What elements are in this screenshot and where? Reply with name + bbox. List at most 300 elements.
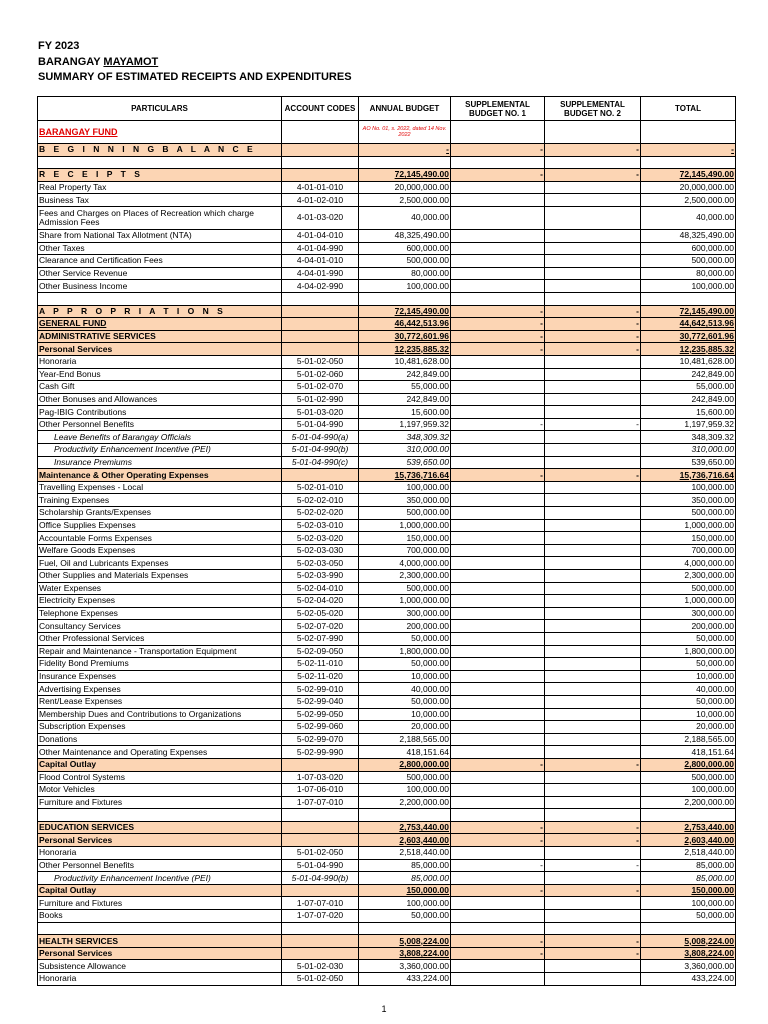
fund-label: BARANGAY FUND — [39, 126, 118, 137]
cell-account-code: 5-02-02-020 — [282, 507, 359, 520]
cell-total: 100,000.00 — [641, 280, 736, 293]
cell-total: 539,650.00 — [641, 456, 736, 469]
table-row — [38, 444, 736, 457]
cell-supplemental-1 — [451, 809, 545, 822]
cell-annual-budget: 2,603,440.00 — [359, 834, 451, 847]
table-row — [38, 267, 736, 280]
cell-total: 4,000,000.00 — [641, 557, 736, 570]
cell-annual-budget: 2,300,000.00 — [359, 570, 451, 583]
cell-supplemental-1 — [451, 721, 545, 734]
cell-account-code: 5-02-03-990 — [282, 570, 359, 583]
cell-account-code: 5-01-04-990(c) — [282, 456, 359, 469]
cell-annual-budget: 150,000.00 — [359, 884, 451, 897]
cell-annual-budget: 100,000.00 — [359, 481, 451, 494]
cell-account-code: 5-01-04-990(b) — [282, 872, 359, 885]
cell-account-code — [282, 758, 359, 771]
cell-annual-budget: 300,000.00 — [359, 607, 451, 620]
table-row — [38, 607, 736, 620]
col-annual-budget: ANNUAL BUDGET — [359, 97, 451, 121]
section-row — [38, 305, 736, 318]
cell-supplemental-2 — [545, 406, 641, 419]
cell-supplemental-2 — [545, 368, 641, 381]
cell-supplemental-2 — [545, 796, 641, 809]
cell-annual-budget — [359, 156, 451, 169]
cell-annual-budget: 500,000.00 — [359, 507, 451, 520]
cell-supplemental-2 — [545, 355, 641, 368]
cell-supplemental-1 — [451, 973, 545, 986]
cell-supplemental-1: - — [451, 758, 545, 771]
table-row — [38, 570, 736, 583]
cell-total: 50,000.00 — [641, 658, 736, 671]
cell-supplemental-1 — [451, 156, 545, 169]
cell-supplemental-2 — [545, 607, 641, 620]
section-row — [38, 758, 736, 771]
cell-account-code: 5-02-99-990 — [282, 746, 359, 759]
cell-supplemental-1 — [451, 796, 545, 809]
cell-supplemental-2 — [545, 570, 641, 583]
cell-particulars: HEALTH SERVICES — [38, 935, 282, 948]
cell-total: 500,000.00 — [641, 255, 736, 268]
cell-supplemental-2 — [545, 721, 641, 734]
cell-supplemental-2: - — [545, 305, 641, 318]
cell-supplemental-1 — [451, 582, 545, 595]
cell-particulars: Other Personnel Benefits — [38, 418, 282, 431]
table-row — [38, 595, 736, 608]
cell-annual-budget: 10,481,628.00 — [359, 355, 451, 368]
cell-annual-budget: 100,000.00 — [359, 897, 451, 910]
section-row — [38, 169, 736, 182]
cell-account-code — [282, 935, 359, 948]
cell-account-code: 1-07-03-020 — [282, 771, 359, 784]
cell-total: 10,000.00 — [641, 670, 736, 683]
cell-supplemental-2 — [545, 960, 641, 973]
cell-total: 50,000.00 — [641, 632, 736, 645]
cell-annual-budget: 50,000.00 — [359, 632, 451, 645]
cell-particulars: Subscription Expenses — [38, 721, 282, 734]
cell-account-code: 5-01-02-990 — [282, 393, 359, 406]
cell-supplemental-1 — [451, 481, 545, 494]
table-row — [38, 910, 736, 923]
cell-particulars — [38, 922, 282, 935]
cell-total: 500,000.00 — [641, 582, 736, 595]
cell-particulars: Fees and Charges on Places of Recreation which charge Admission Fees — [38, 206, 282, 229]
spacer-row — [38, 922, 736, 935]
cell-particulars: Pag-IBIG Contributions — [38, 406, 282, 419]
cell-account-code — [282, 305, 359, 318]
section-row — [38, 947, 736, 960]
cell-total: 15,600.00 — [641, 406, 736, 419]
cell-supplemental-2 — [545, 670, 641, 683]
table-row — [38, 721, 736, 734]
table-row — [38, 544, 736, 557]
cell-account-code: 4-01-02-010 — [282, 194, 359, 207]
cell-supplemental-1 — [451, 872, 545, 885]
cell-annual-budget: 40,000.00 — [359, 206, 451, 229]
cell-particulars: Honoraria — [38, 355, 282, 368]
cell-total: 12,235,885.32 — [641, 343, 736, 356]
table-row — [38, 645, 736, 658]
cell-annual-budget: 48,325,490.00 — [359, 229, 451, 242]
table-row — [38, 859, 736, 872]
cell-supplemental-2 — [545, 194, 641, 207]
cell-total: 15,736,716.64 — [641, 469, 736, 482]
cell-annual-budget: 2,800,000.00 — [359, 758, 451, 771]
cell-supplemental-2 — [545, 809, 641, 822]
cell-supplemental-2: - — [545, 318, 641, 331]
table-row — [38, 960, 736, 973]
cell-account-code: 5-01-02-050 — [282, 973, 359, 986]
cell-total: 700,000.00 — [641, 544, 736, 557]
table-row — [38, 194, 736, 207]
cell-account-code: 4-01-01-010 — [282, 181, 359, 194]
cell-particulars: R E C E I P T S — [38, 169, 282, 182]
table-row — [38, 632, 736, 645]
cell-total: 85,000.00 — [641, 872, 736, 885]
cell-total — [641, 292, 736, 305]
cell-supplemental-2: - — [545, 469, 641, 482]
cell-supplemental-1 — [451, 431, 545, 444]
table-row — [38, 393, 736, 406]
cell-particulars: Business Tax — [38, 194, 282, 207]
cell-account-code — [282, 330, 359, 343]
cell-particulars — [38, 809, 282, 822]
cell-annual-budget: 700,000.00 — [359, 544, 451, 557]
cell-supplemental-2 — [545, 645, 641, 658]
cell-total: 2,800,000.00 — [641, 758, 736, 771]
cell-account-code: 4-01-04-990 — [282, 242, 359, 255]
cell-total: 2,300,000.00 — [641, 570, 736, 583]
cell-total: 85,000.00 — [641, 859, 736, 872]
cell-supplemental-1 — [451, 229, 545, 242]
table-row — [38, 897, 736, 910]
cell-annual-budget: 2,753,440.00 — [359, 821, 451, 834]
table-row — [38, 532, 736, 545]
table-row — [38, 872, 736, 885]
cell-total: 80,000.00 — [641, 267, 736, 280]
cell-supplemental-1: - — [451, 884, 545, 897]
cell-supplemental-2 — [545, 847, 641, 860]
spacer-row — [38, 156, 736, 169]
cell-annual-budget: 10,000.00 — [359, 708, 451, 721]
cell-particulars: Water Expenses — [38, 582, 282, 595]
cell-supplemental-1 — [451, 897, 545, 910]
cell-supplemental-2 — [545, 456, 641, 469]
table-row — [38, 658, 736, 671]
cell-account-code — [282, 834, 359, 847]
cell-total: 500,000.00 — [641, 771, 736, 784]
cell-account-code: 4-04-02-990 — [282, 280, 359, 293]
cell-annual-budget: 150,000.00 — [359, 532, 451, 545]
cell-particulars: Telephone Expenses — [38, 607, 282, 620]
table-row — [38, 280, 736, 293]
cell-supplemental-1 — [451, 368, 545, 381]
cell-account-code: 5-02-99-050 — [282, 708, 359, 721]
table-row — [38, 255, 736, 268]
cell-total: 500,000.00 — [641, 507, 736, 520]
cell-total: 2,753,440.00 — [641, 821, 736, 834]
cell-supplemental-1 — [451, 267, 545, 280]
cell-supplemental-1 — [451, 494, 545, 507]
cell-supplemental-1 — [451, 519, 545, 532]
cell-annual-budget: 15,736,716.64 — [359, 469, 451, 482]
table-row — [38, 431, 736, 444]
table-row — [38, 481, 736, 494]
cell-supplemental-2: - — [545, 947, 641, 960]
cell-particulars: Accountable Forms Expenses — [38, 532, 282, 545]
table-row — [38, 582, 736, 595]
section-row — [38, 318, 736, 331]
cell-account-code: 5-02-03-050 — [282, 557, 359, 570]
cell-supplemental-1: - — [451, 343, 545, 356]
table-row — [38, 355, 736, 368]
cell-supplemental-1: - — [451, 834, 545, 847]
cell-account-code: 5-01-04-990 — [282, 859, 359, 872]
cell-annual-budget: 55,000.00 — [359, 381, 451, 394]
cell-supplemental-2: - — [545, 343, 641, 356]
cell-supplemental-2 — [545, 181, 641, 194]
page-number: 1 — [381, 1004, 387, 1014]
cell-particulars: Welfare Goods Expenses — [38, 544, 282, 557]
cell-particulars: Fuel, Oil and Lubricants Expenses — [38, 557, 282, 570]
section-row — [38, 935, 736, 948]
cell-account-code: 5-01-02-060 — [282, 368, 359, 381]
cell-supplemental-1 — [451, 206, 545, 229]
cell-supplemental-2: - — [545, 418, 641, 431]
cell-account-code: 1-07-07-010 — [282, 897, 359, 910]
cell-total: 1,000,000.00 — [641, 595, 736, 608]
cell-total: 1,197,959.32 — [641, 418, 736, 431]
cell-supplemental-2 — [545, 632, 641, 645]
cell-supplemental-1 — [451, 620, 545, 633]
cell-supplemental-2: - — [545, 935, 641, 948]
cell-particulars: Other Personnel Benefits — [38, 859, 282, 872]
barangay-prefix: BARANGAY — [38, 56, 104, 68]
table-row — [38, 519, 736, 532]
cell-supplemental-1: - — [451, 418, 545, 431]
budget-table — [37, 96, 736, 986]
fund-label-cell — [38, 121, 282, 144]
cell-supplemental-2: - — [545, 330, 641, 343]
cell-supplemental-2 — [545, 292, 641, 305]
section-row — [38, 330, 736, 343]
cell-particulars: Other Business Income — [38, 280, 282, 293]
cell-supplemental-2 — [545, 431, 641, 444]
cell-total: 150,000.00 — [641, 884, 736, 897]
cell-account-code: 5-02-05-020 — [282, 607, 359, 620]
cell-annual-budget: 539,650.00 — [359, 456, 451, 469]
cell-total: 3,360,000.00 — [641, 960, 736, 973]
cell-total: 2,603,440.00 — [641, 834, 736, 847]
cell-annual-budget: 600,000.00 — [359, 242, 451, 255]
cell-annual-budget: 12,235,885.32 — [359, 343, 451, 356]
cell-account-code: 5-02-03-030 — [282, 544, 359, 557]
cell-particulars: Other Supplies and Materials Expenses — [38, 570, 282, 583]
cell-particulars: GENERAL FUND — [38, 318, 282, 331]
cell-annual-budget: 10,000.00 — [359, 670, 451, 683]
cell-supplemental-2 — [545, 519, 641, 532]
cell-account-code: 5-01-02-050 — [282, 847, 359, 860]
cell-particulars: Share from National Tax Allotment (NTA) — [38, 229, 282, 242]
cell-supplemental-2: - — [545, 144, 641, 157]
cell-account-code: 4-04-01-010 — [282, 255, 359, 268]
cell-account-code: 5-02-01-010 — [282, 481, 359, 494]
cell-annual-budget: 1,000,000.00 — [359, 595, 451, 608]
cell-account-code — [282, 292, 359, 305]
cell-particulars: Other Service Revenue — [38, 267, 282, 280]
cell-annual-budget: 2,188,565.00 — [359, 733, 451, 746]
cell-account-code — [282, 809, 359, 822]
cell-total: 44,642,513.96 — [641, 318, 736, 331]
cell-annual-budget: - — [359, 144, 451, 157]
cell-total: 50,000.00 — [641, 695, 736, 708]
cell-supplemental-2 — [545, 242, 641, 255]
section-row — [38, 343, 736, 356]
cell-particulars: Other Professional Services — [38, 632, 282, 645]
cell-supplemental-2: - — [545, 169, 641, 182]
cell-account-code: 5-02-09-050 — [282, 645, 359, 658]
cell-supplemental-1 — [451, 507, 545, 520]
cell-particulars: Furniture and Fixtures — [38, 796, 282, 809]
cell-total: 40,000.00 — [641, 206, 736, 229]
cell-supplemental-1 — [451, 393, 545, 406]
cell-supplemental-2 — [545, 255, 641, 268]
cell-particulars: Real Property Tax — [38, 181, 282, 194]
cell-annual-budget: 433,224.00 — [359, 973, 451, 986]
cell-particulars: ADMINISTRATIVE SERVICES — [38, 330, 282, 343]
cell-total: 72,145,490.00 — [641, 169, 736, 182]
cell-supplemental-1: - — [451, 935, 545, 948]
cell-annual-budget: 1,000,000.00 — [359, 519, 451, 532]
cell-total: 48,325,490.00 — [641, 229, 736, 242]
spacer-row — [38, 292, 736, 305]
cell-supplemental-1: - — [451, 330, 545, 343]
table-row — [38, 746, 736, 759]
table-row — [38, 733, 736, 746]
cell-total: 2,188,565.00 — [641, 733, 736, 746]
cell-particulars — [38, 292, 282, 305]
section-row — [38, 144, 736, 157]
cell-total: 50,000.00 — [641, 910, 736, 923]
cell-account-code: 5-02-99-010 — [282, 683, 359, 696]
cell-account-code: 5-02-04-010 — [282, 582, 359, 595]
cell-total: 310,000.00 — [641, 444, 736, 457]
cell-account-code: 5-02-11-020 — [282, 670, 359, 683]
cell-supplemental-1 — [451, 381, 545, 394]
cell-total: 242,849.00 — [641, 393, 736, 406]
cell-annual-budget: 348,309.32 — [359, 431, 451, 444]
cell-particulars: Fidelity Bond Premiums — [38, 658, 282, 671]
cell-account-code: 5-01-03-020 — [282, 406, 359, 419]
cell-annual-budget — [359, 292, 451, 305]
cell-total: 300,000.00 — [641, 607, 736, 620]
cell-supplemental-2 — [545, 280, 641, 293]
cell-annual-budget: 4,000,000.00 — [359, 557, 451, 570]
table-row — [38, 507, 736, 520]
cell-particulars: Capital Outlay — [38, 884, 282, 897]
table-row — [38, 368, 736, 381]
table-row — [38, 181, 736, 194]
cell-particulars: Other Taxes — [38, 242, 282, 255]
cell-supplemental-1: - — [451, 469, 545, 482]
col-account-codes: ACCOUNT CODES — [282, 97, 359, 121]
table-row — [38, 771, 736, 784]
cell-supplemental-2 — [545, 708, 641, 721]
cell-account-code: 5-02-04-020 — [282, 595, 359, 608]
cell-supplemental-1 — [451, 532, 545, 545]
cell-total — [641, 156, 736, 169]
cell-particulars: Capital Outlay — [38, 758, 282, 771]
table-row — [38, 456, 736, 469]
cell-particulars: Cash Gift — [38, 381, 282, 394]
cell-annual-budget: 15,600.00 — [359, 406, 451, 419]
cell-supplemental-2: - — [545, 884, 641, 897]
cell-total: 350,000.00 — [641, 494, 736, 507]
table-row — [38, 557, 736, 570]
cell-account-code — [282, 947, 359, 960]
cell-particulars: Rent/Lease Expenses — [38, 695, 282, 708]
col-total: TOTAL — [641, 97, 736, 121]
cell-account-code — [282, 169, 359, 182]
cell-particulars: Furniture and Fixtures — [38, 897, 282, 910]
cell-total — [641, 809, 736, 822]
cell-particulars: Training Expenses — [38, 494, 282, 507]
cell-total: 10,000.00 — [641, 708, 736, 721]
cell-supplemental-2 — [545, 544, 641, 557]
cell-supplemental-2 — [545, 872, 641, 885]
cell-annual-budget: 242,849.00 — [359, 368, 451, 381]
cell-supplemental-2 — [545, 595, 641, 608]
cell-supplemental-1 — [451, 771, 545, 784]
cell-annual-budget: 2,200,000.00 — [359, 796, 451, 809]
cell-annual-budget: 20,000.00 — [359, 721, 451, 734]
fund-row — [38, 121, 736, 144]
cell-account-code: 4-01-03-020 — [282, 206, 359, 229]
cell-supplemental-2 — [545, 156, 641, 169]
cell-supplemental-1: - — [451, 144, 545, 157]
cell-annual-budget: 310,000.00 — [359, 444, 451, 457]
cell-total: 433,224.00 — [641, 973, 736, 986]
table-header-row — [38, 97, 736, 121]
cell-supplemental-1: - — [451, 169, 545, 182]
cell-annual-budget: 40,000.00 — [359, 683, 451, 696]
cell-annual-budget: 85,000.00 — [359, 872, 451, 885]
cell-annual-budget: 72,145,490.00 — [359, 169, 451, 182]
cell-total: 20,000,000.00 — [641, 181, 736, 194]
cell-particulars — [38, 156, 282, 169]
table-row — [38, 695, 736, 708]
cell-annual-budget: 100,000.00 — [359, 784, 451, 797]
table-row — [38, 796, 736, 809]
cell-supplemental-2 — [545, 658, 641, 671]
cell-account-code: 1-07-07-010 — [282, 796, 359, 809]
table-row — [38, 229, 736, 242]
cell-supplemental-2: - — [545, 758, 641, 771]
cell-particulars: Productivity Enhancement Incentive (PEI) — [38, 444, 282, 457]
table-row — [38, 418, 736, 431]
cell-total: 2,518,440.00 — [641, 847, 736, 860]
cell-supplemental-1 — [451, 280, 545, 293]
cell-annual-budget: 46,442,513.96 — [359, 318, 451, 331]
cell-supplemental-2: - — [545, 859, 641, 872]
fiscal-year: FY 2023 — [38, 40, 80, 52]
cell-account-code: 5-01-02-070 — [282, 381, 359, 394]
cell-account-code: 5-02-11-010 — [282, 658, 359, 671]
cell-supplemental-1: - — [451, 305, 545, 318]
cell-supplemental-2 — [545, 494, 641, 507]
cell-particulars: Advertising Expenses — [38, 683, 282, 696]
cell-supplemental-1 — [451, 708, 545, 721]
cell-supplemental-1 — [451, 683, 545, 696]
